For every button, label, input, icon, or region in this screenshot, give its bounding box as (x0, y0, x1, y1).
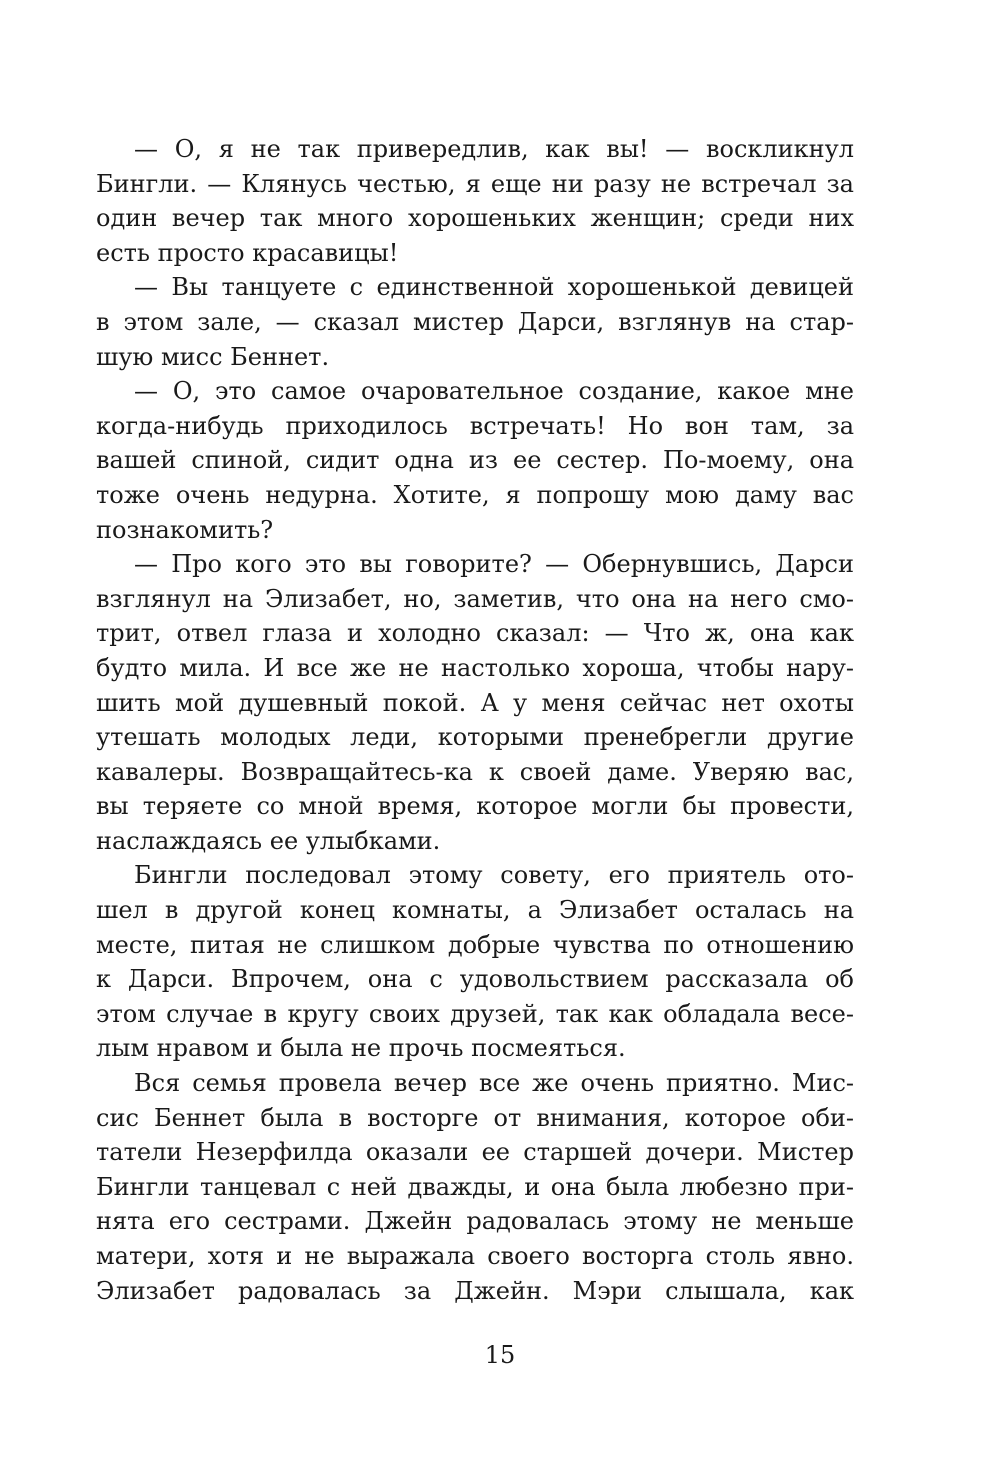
text-line: тоже очень недурна. Хотите, я попрошу мою даму вас (96, 480, 854, 509)
text-line: лым нравом и была не прочь посмеяться. (96, 1034, 626, 1063)
text-line: Элизабет радовалась за Джейн. Мэри слышала, как (96, 1276, 854, 1305)
text-line: наслаждаясь ее улыбками. (96, 826, 441, 855)
text-line: шую мисс Беннет. (96, 342, 330, 371)
page-number: 15 (484, 1341, 516, 1369)
text-line: в этом зале, — сказал мистер Дарси, взглянув на стар- (96, 307, 854, 336)
page-body (96, 132, 854, 1308)
text-line: вашей спиной, сидит одна из ее сестер. По-моему, она (96, 446, 854, 475)
text-line: — О, это самое очаровательное создание, какое мне (134, 377, 854, 406)
text-line: трит, отвел глаза и холодно сказал: — Что ж, она как (96, 619, 854, 648)
text-line: шел в другой конец комнаты, а Элизабет осталась на (96, 896, 854, 925)
text-line: утешать молодых леди, которыми пренебрегли другие (96, 723, 854, 752)
text-line: будто мила. И все же не настолько хороша, чтобы нару- (96, 653, 854, 682)
text-line: месте, питая не слишком добрые чувства по отношению (96, 930, 854, 959)
text-line: этом случае в кругу своих друзей, так как обладала весе- (96, 999, 854, 1028)
text-line: шить мой душевный покой. А у меня сейчас нет охоты (96, 688, 854, 717)
text-line: сис Беннет была в восторге от внимания, которое оби- (96, 1103, 854, 1132)
paragraph-1 (96, 132, 854, 270)
text-line: есть просто красавицы! (96, 238, 399, 267)
text-line: — Про кого это вы говорите? — Обернувшись, Дарси (134, 550, 854, 579)
text-line: матери, хотя и не выражала своего восторга столь явно. (96, 1242, 854, 1270)
text-line: когда-нибудь приходилось встречать! Но вон там, за (96, 411, 854, 440)
paragraph-5 (96, 858, 854, 1066)
text-line: кавалеры. Возвращайтесь-ка к своей даме. Уверяю вас, (96, 757, 854, 786)
text-line: Бингли танцевал с ней дважды, и она была любезно при- (96, 1172, 854, 1201)
text-line: познакомить? (96, 515, 274, 544)
paragraph-4 (96, 547, 854, 858)
paragraph-6 (96, 1066, 854, 1308)
text-line: татели Незерфилда оказали ее старшей дочери. Мистер (96, 1138, 854, 1167)
paragraph-3 (96, 374, 854, 547)
text-line: Бингли последовал этому совету, его приятель ото- (134, 861, 854, 890)
paragraph-2 (96, 270, 854, 374)
text-line: — О, я не так привередлив, как вы! — воскликнул (134, 135, 854, 163)
text-line: один вечер так много хорошеньких женщин; среди них (96, 204, 854, 233)
text-line: Вся семья провела вечер все же очень приятно. Мис- (134, 1069, 854, 1098)
text-line: Бингли. — Клянусь честью, я еще ни разу не встречал за (96, 169, 854, 198)
text-line: взглянул на Элизабет, но, заметив, что она на него смо- (96, 584, 854, 613)
text-line: нята его сестрами. Джейн радовалась этому не меньше (96, 1207, 854, 1236)
text-line: вы теряете со мной время, которое могли бы провести, (96, 792, 854, 821)
text-line: — Вы танцуете с единственной хорошенькой девицей (134, 273, 854, 302)
text-line: к Дарси. Впрочем, она с удовольствием рассказала об (96, 965, 854, 994)
